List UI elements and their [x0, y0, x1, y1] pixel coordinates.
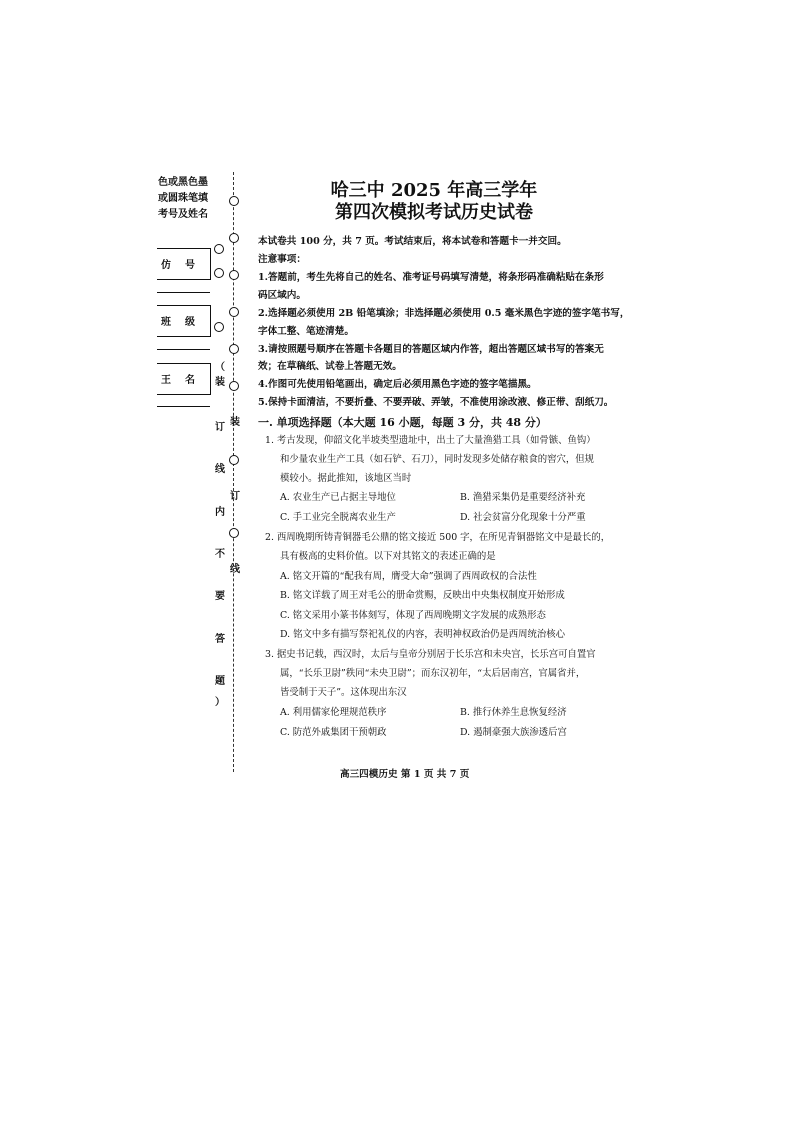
- binding-hole: [214, 244, 224, 254]
- section-heading: 一. 单项选择题（本大题 16 小题，每题 3 分，共 48 分）: [258, 416, 547, 429]
- vertical-char: 订: [230, 491, 240, 502]
- option-3a[interactable]: A. 利用儒家伦理规范秩序: [280, 707, 387, 718]
- field-underline: [157, 406, 210, 407]
- option-2b[interactable]: B. 铭文详载了周王对毛公的册命赏赐，反映出中央集权制度开始形成: [280, 590, 565, 601]
- vertical-char: （: [215, 362, 225, 373]
- option-1a[interactable]: A. 农业生产已占据主导地位: [280, 492, 396, 503]
- notes-title: 注意事项：: [258, 254, 306, 265]
- note-line: 码区域内。: [258, 290, 306, 301]
- binding-hole: [214, 322, 224, 332]
- binding-text-2: 或圆珠笔填: [158, 193, 208, 204]
- binding-hole: [229, 270, 239, 280]
- question-2-line: 具有极高的史料价值。以下对其铭文的表述正确的是: [280, 551, 496, 562]
- option-3b[interactable]: B. 推行休养生息恢复经济: [460, 707, 567, 718]
- question-3-line: 属，“长乐卫尉”秩同“未央卫尉”；而东汉初年，“太后居南宫，官属省并，: [280, 668, 586, 679]
- binding-hole: [229, 344, 239, 354]
- exam-number-field[interactable]: [157, 248, 211, 280]
- option-3c[interactable]: C. 防范外戚集团干预朝政: [280, 727, 387, 738]
- field-underline: [157, 292, 210, 293]
- binding-text-1: 色或黑色墨: [158, 177, 208, 188]
- vertical-char: 题: [215, 676, 225, 687]
- title-line-1: 哈三中 2025 年高三学年: [330, 180, 538, 201]
- question-1-line: 和少量农业生产工具（如石铲、石刀），同时发现多处储存粮食的窖穴，但规: [280, 454, 595, 465]
- note-line: 效；在草稿纸、试卷上答题无效。: [258, 361, 402, 372]
- name-field[interactable]: [157, 363, 211, 395]
- option-2c[interactable]: C. 铭文采用小篆书体刻写，体现了西周晚期文字发展的成熟形态: [280, 610, 546, 621]
- question-3-line: 皆受制于天子”。这体现出东汉: [280, 687, 407, 698]
- vertical-char: 装: [215, 377, 225, 388]
- binding-hole: [229, 196, 239, 206]
- title-line-2: 第四次模拟考试历史试卷: [335, 202, 533, 223]
- question-1-line: 1. 考古发现，仰韶文化半坡类型遗址中，出土了大量渔猎工具（如骨镞、鱼钩）: [265, 435, 596, 446]
- option-2a[interactable]: A. 铭文开篇的“配我有周，膺受大命”强调了西周政权的合法性: [280, 571, 537, 582]
- option-2d[interactable]: D. 铭文中多有描写祭祀礼仪的内容，表明神权政治仍是西周统治核心: [280, 629, 566, 640]
- question-1-line: 模较小。据此推知，该地区当时: [280, 473, 412, 484]
- intro-text: 本试卷共 100 分，共 7 页。考试结束后，将本试卷和答题卡一并交回。: [258, 236, 567, 247]
- vertical-char: 订: [215, 422, 225, 433]
- option-3d[interactable]: D. 遏制豪强大族渗透后宫: [460, 727, 567, 738]
- field-label-name: 名: [185, 375, 195, 386]
- note-line: 1.答题前，考生先将自己的姓名、准考证号码填写清楚，将条形码准确粘贴在条形: [258, 272, 604, 283]
- binding-hole: [229, 381, 239, 391]
- note-line: 4.作图可先使用铅笔画出，确定后必须用黑色字迹的签字笔描黑。: [258, 379, 537, 390]
- binding-hole: [214, 268, 224, 278]
- vertical-char: 不: [215, 549, 225, 560]
- vertical-char: 答: [215, 634, 225, 645]
- vertical-char: 要: [215, 591, 225, 602]
- field-prefix: 仿: [161, 260, 171, 271]
- note-line: 2.选择题必须使用 2B 铅笔填涂；非选择题必须使用 0.5 毫米黑色字迹的签字笔书写，: [258, 308, 630, 319]
- field-prefix: 王: [161, 375, 171, 386]
- vertical-char: 装: [230, 417, 240, 428]
- option-1d[interactable]: D. 社会贫富分化现象十分严重: [460, 512, 586, 523]
- note-line: 字体工整、笔迹清楚。: [258, 326, 354, 337]
- binding-text-3: 考号及姓名: [158, 209, 208, 220]
- class-field[interactable]: [157, 305, 211, 337]
- page-footer: 高三四模历史 第 1 页 共 7 页: [340, 769, 470, 780]
- vertical-char: ）: [215, 697, 225, 708]
- question-2-line: 2. 西周晚期所铸青铜器毛公鼎的铭文接近 500 字，在所见青铜器铭文中是最长的，: [265, 532, 611, 543]
- vertical-char: 内: [215, 507, 225, 518]
- question-3-line: 3. 据史书记载，西汉时，太后与皇帝分别居于长乐宫和未央宫，长乐宫可自置官: [265, 649, 596, 660]
- binding-hole: [229, 528, 239, 538]
- field-label-number: 号: [185, 260, 195, 271]
- field-prefix: 班: [161, 317, 171, 328]
- note-line: 5.保持卡面清洁，不要折叠、不要弄破、弄皱，不准使用涂改液、修正带、刮纸刀。: [258, 397, 614, 408]
- option-1b[interactable]: B. 渔猎采集仍是重要经济补充: [460, 492, 586, 503]
- binding-hole: [229, 455, 239, 465]
- field-underline: [157, 349, 210, 350]
- binding-hole: [229, 233, 239, 243]
- binding-hole: [229, 307, 239, 317]
- binding-dashed-line: [233, 172, 234, 772]
- vertical-char: 线: [230, 564, 240, 575]
- field-label-class: 级: [185, 317, 195, 328]
- note-line: 3.请按照题号顺序在答题卡各题目的答题区域内作答，超出答题区域书写的答案无: [258, 344, 604, 355]
- vertical-char: 线: [215, 464, 225, 475]
- option-1c[interactable]: C. 手工业完全脱离农业生产: [280, 512, 396, 523]
